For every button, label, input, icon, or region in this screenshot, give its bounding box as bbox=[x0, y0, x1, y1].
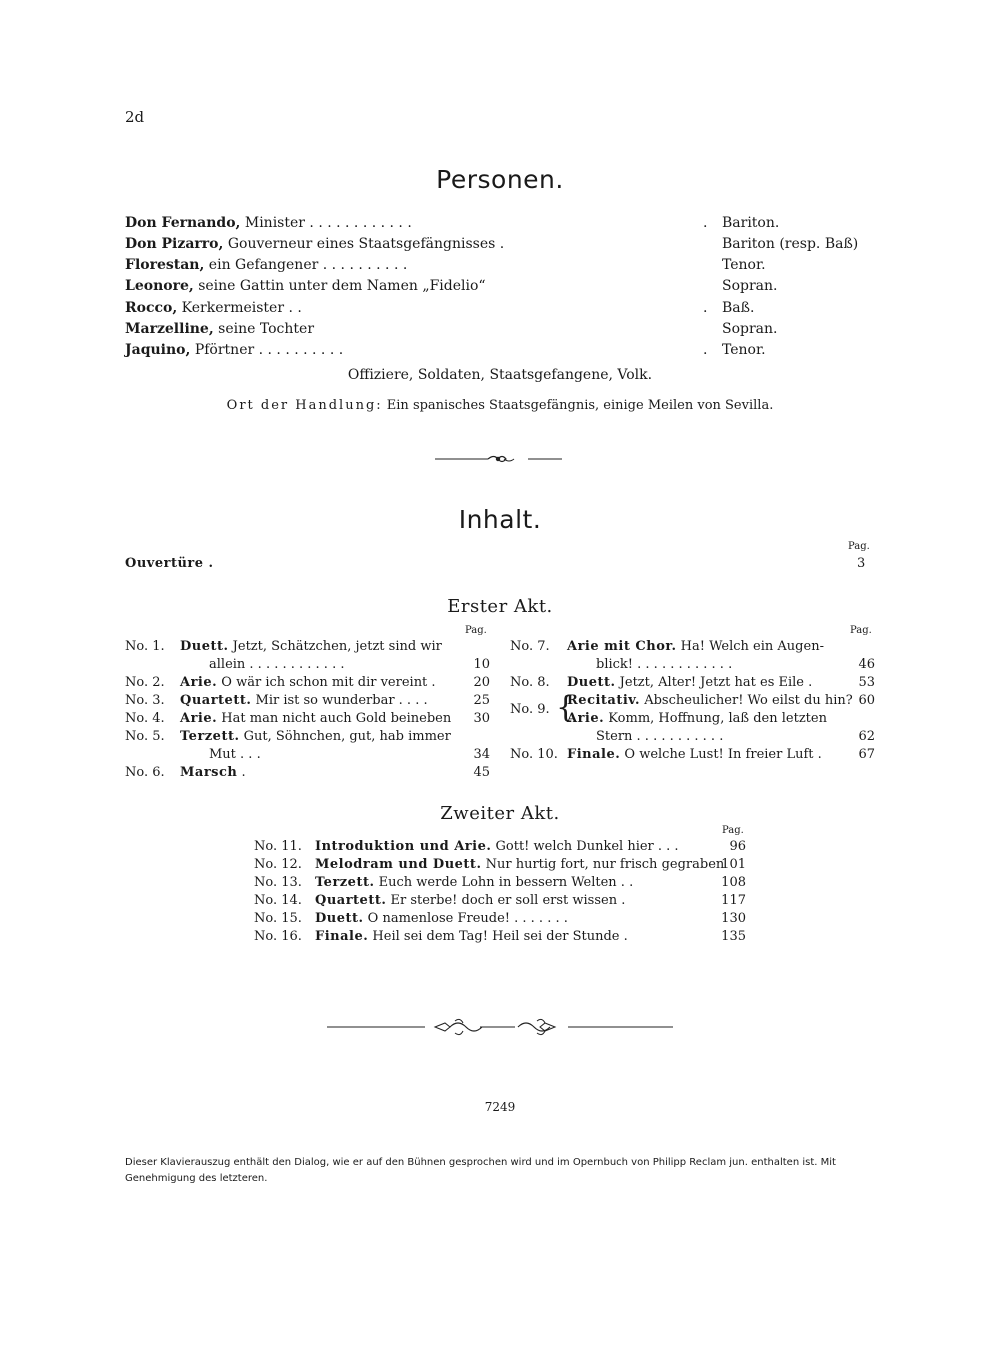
list-item: No. 10. Finale. O welche Lust! In freier Luft . 67 bbox=[510, 747, 875, 762]
cast-voice: Baß. bbox=[722, 300, 755, 316]
list-item: No. 15. Duett. O namenlose Freude! . . . . . . . 130 bbox=[254, 911, 746, 926]
ouverture-page: 3 bbox=[857, 556, 866, 571]
list-item: No. 7. Arie mit Chor. Ha! Welch ein Augen- blick! . . . . . . . . . . . . 46 bbox=[510, 639, 875, 672]
cast-row bbox=[125, 257, 865, 277]
cast-voice: Tenor. bbox=[722, 257, 766, 273]
cast-role: Rocco, Kerkermeister . . bbox=[125, 300, 302, 316]
zweiter-akt-title: Zweiter Akt. bbox=[440, 803, 560, 824]
ouverture-label: Ouvertüre . bbox=[125, 556, 214, 571]
cast-row: Don Fernando, Minister . . . . . . . . . . . . . Bariton. bbox=[125, 215, 780, 231]
pag-header: Pag. bbox=[850, 625, 872, 636]
cast-role: Don Fernando, Minister . . . . . . . . . . . . bbox=[125, 215, 412, 231]
cast-role: Jaquino, Pförtner . . . . . . . . . . bbox=[125, 342, 344, 358]
ornament-divider-icon bbox=[325, 1015, 675, 1039]
list-item: No. 11. Introduktion und Arie. Gott! welch Dunkel hier . . . 96 bbox=[254, 839, 746, 854]
cast-role: Don Pizarro, Gouverneur eines Staatsgefängnisses . bbox=[125, 236, 505, 252]
cast-voice: Sopran. bbox=[722, 278, 778, 294]
cast-extras: Offiziere, Soldaten, Staatsgefangene, Volk. bbox=[347, 367, 653, 383]
pag-header: Pag. bbox=[722, 825, 744, 836]
cast-role: Marzelline, seine Tochter bbox=[125, 321, 315, 337]
list-item: No. 4. Arie. Hat man nicht auch Gold beineben 30 bbox=[125, 711, 490, 726]
ornament-divider-icon bbox=[430, 452, 570, 466]
cast-row bbox=[125, 278, 865, 298]
personen-title: Personen. bbox=[436, 165, 564, 194]
list-item: No. 12. Melodram und Duett. Nur hurtig fort, nur frisch gegraben 101 bbox=[254, 857, 746, 872]
list-item: No. 3. Quartett. Mir ist so wunderbar . . . . 25 bbox=[125, 693, 490, 708]
cast-row: Rocco, Kerkermeister . . . Baß. bbox=[125, 300, 755, 316]
page-number: 2d bbox=[125, 108, 145, 126]
cast-voice: Sopran. bbox=[722, 321, 778, 337]
cast-row bbox=[125, 321, 865, 341]
list-item: No. 1. Duett. Jetzt, Schätzchen, jetzt sind wir allein . . . . . . . . . . . . 10 bbox=[125, 639, 490, 672]
footnote: Dieser Klavierauszug enthält den Dialog, wie er auf den Bühnen gesprochen wird und im Opernbuch von Philipp Reclam jun. enthalten ist. Mit Genehmigung des letzteren. bbox=[125, 1157, 836, 1184]
list-item: No. 9. { Recitativ. Abscheulicher! Wo eilst du hin? 60 Arie. Komm, Hoffnung, laß den letzten Stern . . . . . . . . . . . 62 bbox=[510, 690, 875, 744]
cast-row: Jaquino, Pförtner . . . . . . . . . . . Tenor. bbox=[125, 342, 766, 358]
list-item: No. 5. Terzett. Gut, Söhnchen, gut, hab immer Mut . . . 34 bbox=[125, 729, 490, 762]
erster-akt-title: Erster Akt. bbox=[447, 596, 553, 617]
plate-number: 7249 bbox=[484, 1100, 516, 1114]
cast-row bbox=[125, 236, 865, 256]
cast-voice: Bariton (resp. Baß) bbox=[722, 236, 859, 252]
cast-role: Leonore, seine Gattin unter dem Namen „Fidelio“ bbox=[125, 278, 486, 294]
cast-voice: Bariton. bbox=[722, 215, 780, 231]
list-item: No. 14. Quartett. Er sterbe! doch er soll erst wissen . 117 bbox=[254, 893, 746, 908]
cast-voice: Tenor. bbox=[722, 342, 766, 358]
list-item: No. 8. Duett. Jetzt, Alter! Jetzt hat es Eile . 53 bbox=[510, 675, 875, 690]
pag-header: Pag. bbox=[848, 541, 870, 552]
cast-role: Florestan, ein Gefangener . . . . . . . . . . bbox=[125, 257, 408, 273]
list-item: No. 16. Finale. Heil sei dem Tag! Heil sei der Stunde . 135 bbox=[254, 929, 746, 944]
brace-icon: { bbox=[556, 690, 576, 725]
inhalt-title: Inhalt. bbox=[458, 505, 542, 534]
pag-header: Pag. bbox=[465, 625, 487, 636]
setting-line: Ort der Handlung: Ein spanisches Staatsgefängnis, einige Meilen von Sevilla. bbox=[226, 398, 774, 413]
list-item: No. 13. Terzett. Euch werde Lohn in bessern Welten . . 108 bbox=[254, 875, 746, 890]
list-item: No. 6. Marsch . 45 bbox=[125, 765, 490, 780]
list-item: No. 2. Arie. O wär ich schon mit dir vereint . 20 bbox=[125, 675, 490, 690]
